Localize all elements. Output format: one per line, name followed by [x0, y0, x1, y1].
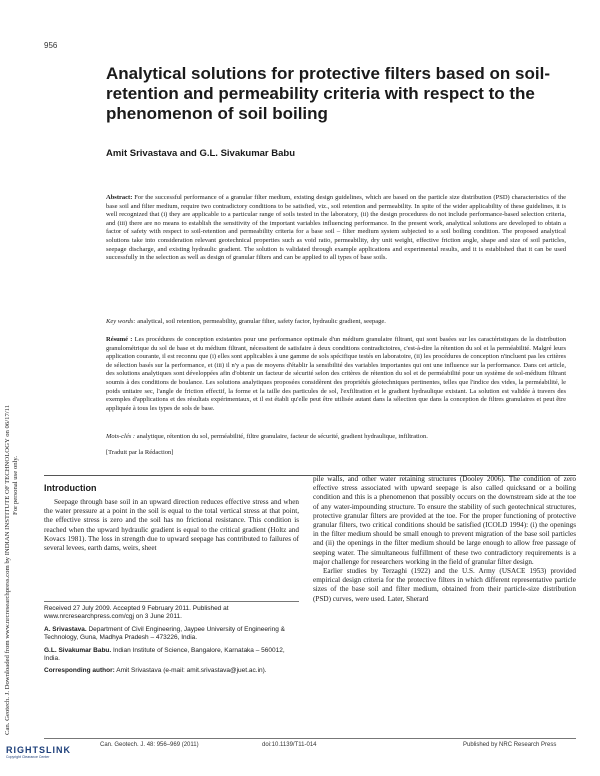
resume-text: Les procédures de conception existantes pour une performance optimale d'un médium granulaire filtrant, qui sont basées sur les caractéristiques de la distribution granulométrique du sol de base et du médium filtrant, nécessitent de satisfaire à deux conditions contradictoires, c'est-à-dire la rétention du sol et la perméabilité. Malgré leurs application courante, il est reconnu que (i) elles sont applicables à une gamme de sols spécifique testés en laboratoire, (ii) les procédures de conception n'incluent pas les critères de sélection basés sur la performance, et (iii) il n'y a pas de moyens d'établir la sensibilité des variables importantes qui ont une influence sur la performance. Dans cet article, des solutions analytiques sont développées afin d'obtenir un facteur de sécurité selon des critères de rétention du sol et de perméabilité pour un système de sol-médium filtrant soumis à des conditions de boulance. Les solutions analytiques proposées considèrent des propriétés géotechniques pertinentes, telles que l'indice des vides, la perméabilité, le poids unitaire sec, l'angle de friction effectif, la forme et la taille des particules de sol, l'exfiltration et le gradient hydraulique existant. La solution est validée à travers des exemples d'applications et des résultats expérimentaux, et il est établi qu'elle peut être utilisée autant dans la sélection que dans la conception de filtres granulaires et peut être appliquée à tous les types de sols de base. [106, 336, 566, 412]
corresponding-label: Corresponding author: [44, 667, 115, 675]
rightslink-logo[interactable] [6, 745, 86, 767]
mots-cles-label: Mots-clés : [106, 433, 136, 440]
abstract [106, 194, 566, 263]
author1-affiliation [44, 626, 299, 643]
authors: Amit Srivastava and G.L. Sivakumar Babu [106, 148, 296, 159]
intro-paragraph: Seepage through base soil in an upward direction reduces effective stress and when the water pressure at a point in the soil is equal to the total vertical stress at that point, the effective stress is zero and the soil has no frictional resistance. This condition is reached when the upward hydraulic gradient is equal to the critical gradient (Holtz and Kovacs 1981). The loss in strength due to upward seepage has contributed to failures of several levees, earth dams, weirs, sheet [44, 498, 299, 553]
author2-affil-text: Indian Institute of Science, Bangalore, Karnataka – 560012, India. [44, 646, 285, 663]
corresponding-text: Amit Srivastava (e-mail: amit.srivastava@juet.ac.in). [116, 667, 267, 675]
received-note: Received 27 July 2009. Accepted 9 February 2011. Published at www.nrcresearchpress.com/cgj on 3 June 2011. [44, 605, 229, 621]
author1-name: A. Srivastava. [44, 625, 87, 633]
notes-divider [44, 601, 299, 602]
keywords [106, 318, 566, 327]
author2-name: G.L. Sivakumar Babu. [44, 646, 112, 654]
article-notes [44, 605, 299, 680]
side-note-line2: For personal use only. [12, 455, 19, 515]
introduction-heading: Introduction [44, 483, 97, 493]
mots-cles [106, 433, 566, 442]
translation-note: [Traduit par la Rédaction] [106, 449, 174, 456]
article-title: Analytical solutions for protective filters based on soil-retention and permeability criteria with respect to the phenomenon of soil boiling [106, 64, 550, 123]
column-left [44, 498, 299, 553]
author2-affiliation [44, 647, 299, 664]
corresponding-author [44, 667, 299, 675]
resume-label: Résumé : [106, 336, 133, 343]
side-note-line1: Can. Geotech. J. Downloaded from www.nrcresearchpress.com by INDIAN INSTITUTE OF TECHNOLOGY on 06/17/11 [4, 404, 11, 735]
rightslink-logo-text: RIGHTSLINK [6, 745, 71, 755]
mots-cles-text: analytique, rétention du sol, perméabilité, filtre granulaire, facteur de sécurité, gradient hydraulique, infiltration. [136, 433, 428, 440]
footer-doi: doi:10.1139/T11-014 [262, 742, 317, 748]
footer-divider [44, 738, 576, 739]
page-number: 956 [44, 41, 58, 50]
intro-paragraph: pile walls, and other water retaining structures (Dooley 2006). The condition of zero effective stress associated with upward seepage is also called quicksand or a boiling condition and this is a phenomenon that possibly occurs on the downstream side at the toe of any water-impounding structure. To ensure the stability of such geotechnical structures, protective granular filters are provided at the toe. For the proper functioning of protective granular filters, two critical conditions should be satisfied (ICOLD 1994): (i) the openings in the filter medium should be small enough to prevent migration of the base soil particles and (ii) the openings in the filter medium should be large enough to allow free passage of seeping water. The simultaneous fulfillment of these two contradictory requirements is a major challenge for researchers working in the field of granular filter design. [313, 475, 576, 566]
abstract-text: For the successful performance of a granular filter medium, existing design guidelines, which are based on the particle size distribution (PSD) characteristics of the base soil and filter medium, require two contradictory conditions to be satisfied, viz., soil retention and permeability. In spite of the wider applicability of these guidelines, it is well recognized that (i) they are applicable to a particular range of soils tested in the laboratory, (ii) the design procedures do not include performance-based selection criteria, and (iii) there are no means to establish the sensitivity of the important variables influencing performance. In the present work, analytical solutions are developed to obtain a factor of safety with respect to soil-retention and permeability criteria for a base soil – filter medium system subjected to a soil boiling condition. The proposed analytical solutions take into consideration relevant geotechnical properties such as void ratio, permeability, dry unit weight, effective friction angle, shape and size of soil particles, seepage discharge, and existing hydraulic gradient. The solution is validated through example applications and experimental results, and it is established that it can be used successfully in the selection as well as design of granular filters and can be applied to all types of base soils. [106, 194, 567, 262]
download-side-note [4, 125, 20, 735]
abstract-label: Abstract: [106, 194, 133, 201]
footer-publisher: Published by NRC Research Press [463, 742, 557, 748]
footer-journal: Can. Geotech. J. 48: 956–969 (2011) [100, 742, 199, 748]
keywords-text: analytical, soil retention, permeability, granular filter, safety factor, hydraulic gradient, seepage. [137, 318, 386, 325]
keywords-label: Key words: [106, 318, 136, 325]
author1-affil-text: Department of Civil Engineering, Jaypee University of Engineering & Technology, Guna, Madhya Pradesh – 473226, India. [44, 625, 285, 642]
column-right [313, 475, 576, 604]
rightslink-logo-subtext: Copyright Clearance Center [6, 755, 50, 759]
resume [106, 336, 566, 413]
intro-paragraph: Earlier studies by Terzaghi (1922) and the U.S. Army (USACE 1953) provided empirical design criteria for the protective filters in which different representative particle sizes of the base soil and filter medium, obtained from their particle-size distribution (PSD) curves, were used. Later, Sherard [313, 567, 576, 603]
